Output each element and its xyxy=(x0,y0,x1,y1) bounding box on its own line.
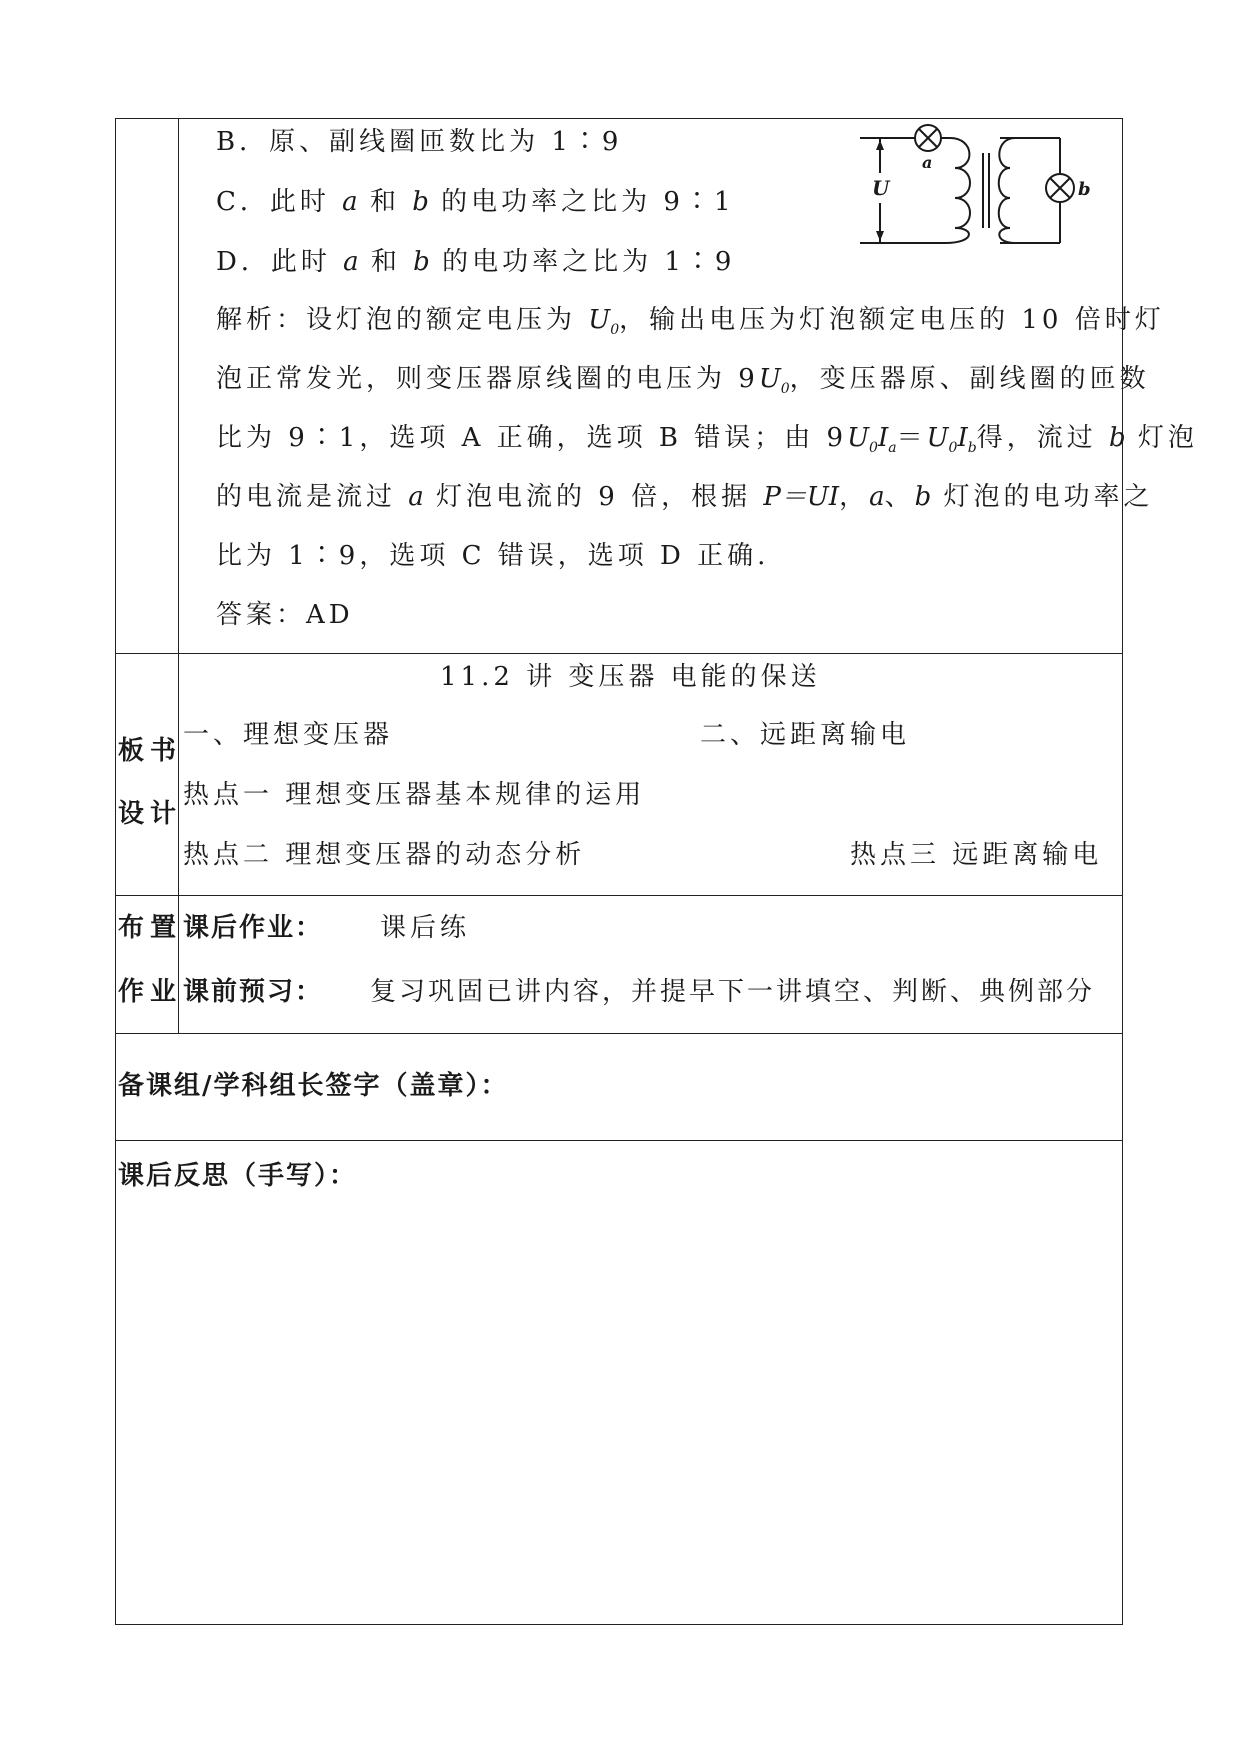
board-hotspot: 热点三 远距离输电 xyxy=(850,840,1103,870)
row-divider xyxy=(115,653,1123,654)
column-divider xyxy=(178,118,179,895)
row-label-homework: 布置 xyxy=(118,913,183,943)
row-label-homework: 作业 xyxy=(118,977,183,1007)
board-item: 二、远距离输电 xyxy=(700,720,911,750)
option-c: C．此时 a 和 b 的电功率之比为 9∶1 xyxy=(216,187,735,217)
analysis-line: 泡正常发光，则变压器原线圈的电压为 $9U_0$，变压器原、副线圈的匝数 xyxy=(216,364,1150,398)
row-label-board: 板书 xyxy=(118,736,183,766)
board-hotspot: 热点一 理想变压器基本规律的运用 xyxy=(183,780,646,810)
analysis-line: 的电流是流过 a 灯泡电流的 9 倍，根据 P＝UI，a、b 灯泡的电功率之 xyxy=(216,482,1154,512)
analysis-line: 解析：设灯泡的额定电压为 $U_0$，输出电压为灯泡额定电压的 10 倍时灯 xyxy=(216,305,1165,339)
signature-label: 备课组/学科组长签字（盖章）： xyxy=(118,1071,509,1101)
row-divider xyxy=(115,1033,1123,1034)
answer: 答案：AD xyxy=(216,600,354,630)
lamp-icon xyxy=(915,125,941,151)
preview-value: 复习巩固已讲内容，并提早下一讲填空、判断、典例部分 xyxy=(370,977,1096,1007)
board-hotspot: 热点二 理想变压器的动态分析 xyxy=(183,840,586,870)
board-item: 一、理想变压器 xyxy=(183,720,394,750)
after-class-value: 课后练 xyxy=(380,913,471,943)
preview-label: 课前预习： xyxy=(183,977,324,1007)
reflection-label: 课后反思（手写）： xyxy=(118,1161,358,1191)
row-divider xyxy=(115,1140,1123,1141)
analysis-line: 比为 1∶9，选项 C 错误，选项 D 正确. xyxy=(216,541,770,571)
after-class-label: 课后作业： xyxy=(183,913,324,943)
option-d: D．此时 a 和 b 的电功率之比为 1∶9 xyxy=(216,247,736,277)
row-label-board: 设计 xyxy=(118,799,183,829)
lamp-icon xyxy=(1046,174,1074,202)
board-title: 11.2 讲 变压器 电能的保送 xyxy=(440,662,821,692)
row-divider xyxy=(115,895,1123,896)
transformer-circuit-figure xyxy=(850,118,1110,253)
transformer-coil-icon xyxy=(945,138,970,243)
lamp-a-label: a xyxy=(922,153,933,172)
voltage-label: U xyxy=(872,176,890,200)
analysis-line: 比为 9∶1，选项 A 正确，选项 B 错误；由 $9U_0I_a=U_0I_b$得，流过 b 灯泡 xyxy=(216,423,1198,457)
option-b: B．原、副线圈匝数比为 1∶9 xyxy=(216,127,623,157)
lamp-b-label: b xyxy=(1078,179,1091,200)
